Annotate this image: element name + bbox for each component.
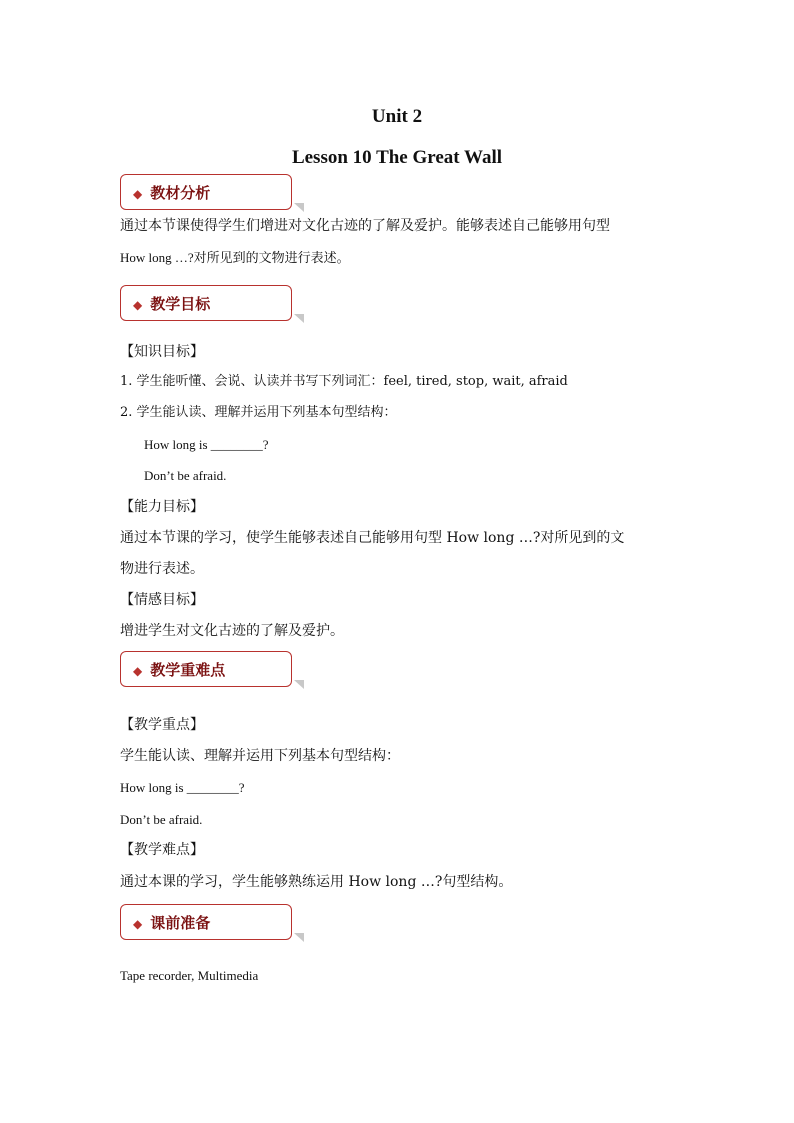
pattern-2: Don’t be afraid.	[144, 468, 227, 483]
analysis-line-1: 通过本节课使得学生们增进对文化古迹的了解及爱护。能够表述自己能够用句型	[120, 218, 610, 234]
section-heading-label: 课前准备	[150, 914, 211, 932]
lesson-title: Lesson 10 The Great Wall	[291, 147, 503, 168]
section-heading-label: 教材分析	[150, 184, 211, 202]
section-heading-label: 教学重难点	[150, 661, 226, 679]
emotion-line: 增进学生对文化古迹的了解及爱护。	[120, 623, 344, 639]
diamond-icon: ◆	[133, 917, 143, 931]
heading-shadow	[294, 933, 304, 942]
focus-line: 学生能认读、理解并运用下列基本句型结构：	[120, 748, 400, 764]
analysis-line-2: How long …?对所见到的文物进行表述。	[120, 250, 350, 265]
diamond-icon: ◆	[133, 664, 143, 678]
heading-shadow	[294, 203, 304, 212]
section-heading-label: 教学目标	[150, 295, 211, 313]
ability-heading: 【能力目标】	[120, 499, 204, 515]
section-heading-key-points	[120, 651, 292, 687]
ability-line-1: 通过本节课的学习，使学生能够表述自己能够用句型 How long …?对所见到的文	[120, 530, 625, 546]
difficulty-heading: 【教学难点】	[120, 842, 204, 858]
section-heading-objectives	[120, 285, 292, 321]
knowledge-heading: 【知识目标】	[120, 344, 204, 360]
focus-pattern-2: Don’t be afraid.	[120, 812, 203, 827]
diamond-icon: ◆	[133, 187, 143, 201]
heading-shadow	[294, 680, 304, 689]
diamond-icon: ◆	[133, 298, 143, 312]
knowledge-item-1: 1. 学生能听懂、会说、认读并书写下列词汇：feel, tired, stop, wait, afraid	[120, 374, 568, 389]
ability-line-2: 物进行表述。	[120, 561, 204, 577]
difficulty-line: 通过本课的学习，学生能够熟练运用 How long …?句型结构。	[120, 874, 513, 890]
section-heading-preparation	[120, 904, 292, 940]
heading-shadow	[294, 314, 304, 323]
unit-title: Unit 2	[371, 106, 423, 127]
emotion-heading: 【情感目标】	[120, 592, 204, 608]
section-heading-analysis	[120, 174, 292, 210]
focus-pattern-1: How long is ________?	[120, 780, 245, 795]
focus-heading: 【教学重点】	[120, 717, 204, 733]
knowledge-item-2: 2. 学生能认读、理解并运用下列基本句型结构：	[120, 405, 397, 420]
preparation-line: Tape recorder, Multimedia	[120, 968, 259, 983]
pattern-1: How long is ________?	[144, 437, 269, 452]
